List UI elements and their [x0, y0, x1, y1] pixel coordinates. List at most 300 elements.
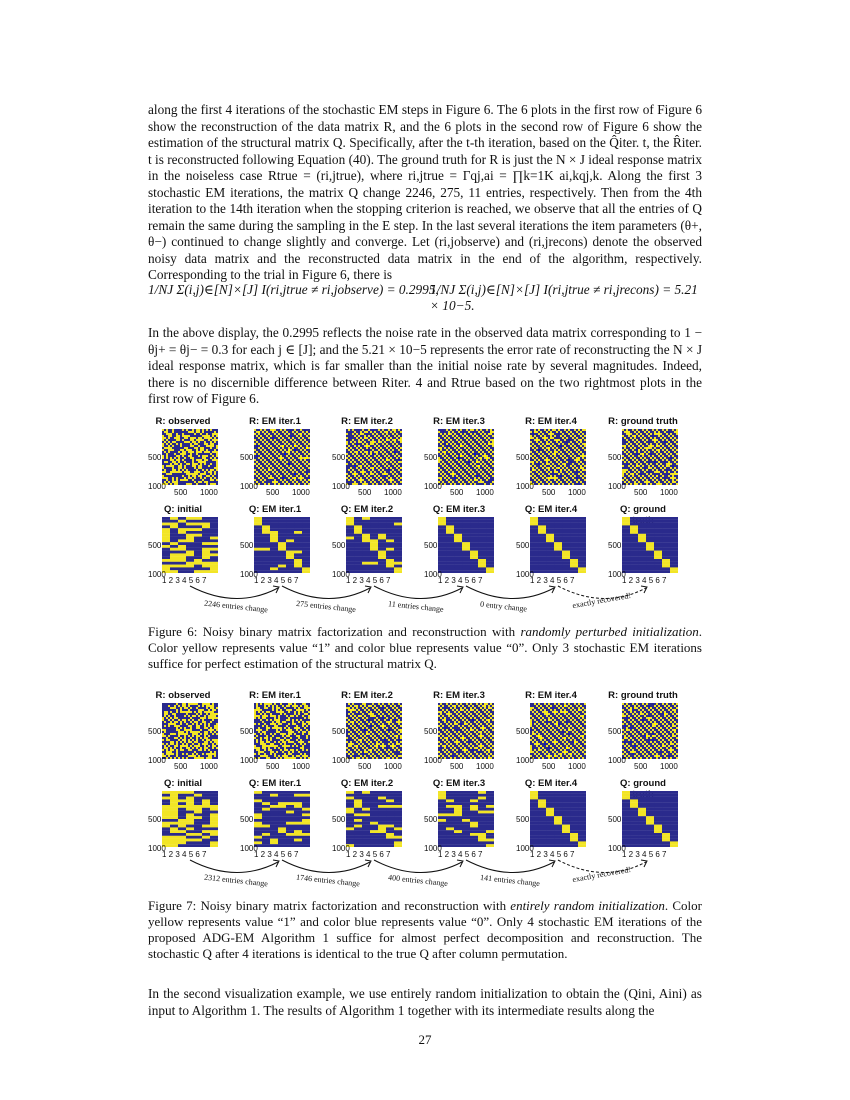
matrix-cell	[170, 531, 178, 534]
matrix-cell	[584, 429, 586, 431]
matrix-cell	[280, 429, 282, 431]
matrix-cell	[660, 435, 662, 437]
matrix-cell	[278, 461, 280, 463]
matrix-cell	[542, 453, 544, 455]
matrix-cell	[286, 467, 288, 469]
matrix-cell	[202, 570, 210, 573]
matrix-cell	[212, 477, 214, 479]
matrix-cell	[492, 449, 494, 451]
matrix-cell	[488, 443, 490, 445]
matrix-cell	[384, 477, 386, 479]
matrix-cell	[194, 525, 202, 528]
matrix-cell	[256, 437, 258, 439]
matrix-cell	[266, 469, 268, 471]
matrix-cell	[292, 433, 294, 435]
matrix-cell	[548, 435, 550, 437]
matrix-cell	[282, 479, 284, 481]
matrix-cell	[280, 459, 282, 461]
matrix-cell	[278, 429, 280, 431]
matrix-cell	[624, 463, 626, 465]
matrix-cell	[382, 459, 384, 461]
matrix-cell	[644, 431, 646, 433]
matrix-cell	[478, 465, 480, 467]
matrix-cell	[664, 475, 666, 477]
matrix-cell	[400, 439, 402, 441]
matrix-cell	[298, 447, 300, 449]
matrix-cell	[296, 457, 298, 459]
matrix-cell	[642, 483, 644, 485]
matrix-cell	[564, 481, 566, 483]
matrix-cell	[652, 469, 654, 471]
matrix-cell	[306, 457, 308, 459]
matrix-cell	[296, 463, 298, 465]
matrix-cell	[472, 475, 474, 477]
matrix-cell	[492, 461, 494, 463]
matrix-cell	[188, 443, 190, 445]
matrix-cell	[578, 453, 580, 455]
matrix-cell	[286, 433, 288, 435]
matrix-cell	[668, 441, 670, 443]
matrix-cell	[394, 429, 396, 431]
matrix-cell	[666, 441, 668, 443]
matrix-cell	[458, 459, 460, 461]
matrix-cell	[366, 477, 368, 479]
matrix-cell	[358, 433, 360, 435]
matrix-cell	[254, 520, 262, 523]
matrix-cell	[380, 459, 382, 461]
matrix-cell	[664, 433, 666, 435]
matrix-cell	[186, 471, 188, 473]
matrix-cell	[534, 481, 536, 483]
matrix-cell	[178, 567, 186, 570]
matrix-cell	[278, 477, 280, 479]
matrix-cell	[444, 479, 446, 481]
matrix-cell	[566, 435, 568, 437]
matrix-cell	[174, 441, 176, 443]
matrix-cell	[632, 429, 634, 431]
matrix-cell	[362, 477, 364, 479]
matrix-cell	[394, 431, 396, 433]
matrix-cell	[660, 441, 662, 443]
matrix-cell	[276, 459, 278, 461]
matrix-cell	[572, 481, 574, 483]
matrix-cell	[584, 479, 586, 481]
matrix-cell	[626, 441, 628, 443]
matrix-cell	[204, 479, 206, 481]
matrix-cell	[398, 449, 400, 451]
matrix-cell	[636, 447, 638, 449]
matrix-cell	[464, 439, 466, 441]
matrix-cell	[308, 433, 310, 435]
matrix-cell	[178, 429, 180, 431]
matrix-cell	[534, 447, 536, 449]
matrix-cell	[628, 481, 630, 483]
matrix-cell	[208, 429, 210, 431]
matrix-cell	[254, 537, 262, 540]
matrix-cell	[390, 447, 392, 449]
matrix-cell	[474, 467, 476, 469]
matrix-cell	[304, 467, 306, 469]
matrix-cell	[358, 447, 360, 449]
matrix-cell	[178, 463, 180, 465]
matrix-cell	[266, 439, 268, 441]
matrix-cell	[580, 431, 582, 433]
matrix-cell	[462, 471, 464, 473]
matrix-cell	[570, 481, 572, 483]
matrix-cell	[370, 435, 372, 437]
matrix-cell	[294, 461, 296, 463]
matrix-cell	[486, 451, 488, 453]
matrix-cell	[548, 451, 550, 453]
matrix-cell	[626, 449, 628, 451]
matrix-cell	[186, 429, 188, 431]
matrix-cell	[672, 475, 674, 477]
matrix-cell	[184, 455, 186, 457]
matrix-cell	[354, 461, 356, 463]
matrix-cell	[384, 465, 386, 467]
matrix-cell	[184, 477, 186, 479]
matrix-cell	[554, 455, 556, 457]
matrix-cell	[256, 461, 258, 463]
matrix-cell	[206, 473, 208, 475]
matrix-cell	[624, 443, 626, 445]
matrix-cell	[174, 445, 176, 447]
matrix-cell	[380, 431, 382, 433]
matrix-cell	[294, 483, 296, 485]
matrix-cell	[186, 534, 194, 537]
matrix-cell	[368, 455, 370, 457]
matrix-cell	[284, 453, 286, 455]
matrix-cell	[540, 473, 542, 475]
matrix-cell	[388, 443, 390, 445]
matrix-cell	[470, 433, 472, 435]
matrix-cell	[260, 451, 262, 453]
matrix-cell	[548, 447, 550, 449]
matrix-cell	[572, 475, 574, 477]
matrix-cell	[198, 445, 200, 447]
matrix-cell	[214, 433, 216, 435]
matrix-cell	[210, 459, 212, 461]
matrix-cell	[202, 556, 210, 559]
matrix-cell	[490, 457, 492, 459]
matrix-cell	[188, 475, 190, 477]
matrix-cell	[288, 447, 290, 449]
matrix-cell	[570, 477, 572, 479]
matrix-cell	[468, 429, 470, 431]
matrix-cell	[186, 570, 194, 573]
matrix-cell	[178, 559, 186, 562]
matrix-cell	[256, 465, 258, 467]
matrix-cell	[454, 439, 456, 441]
matrix-cell	[466, 461, 468, 463]
matrix-cell	[210, 553, 218, 556]
matrix-cell	[302, 539, 310, 542]
matrix-cell	[260, 475, 262, 477]
matrix-cell	[198, 483, 200, 485]
matrix-cell	[582, 483, 584, 485]
matrix-cell	[366, 457, 368, 459]
matrix-cell	[656, 457, 658, 459]
matrix-cell	[652, 465, 654, 467]
matrix-cell	[268, 449, 270, 451]
matrix-cell	[532, 437, 534, 439]
matrix-cell	[370, 481, 372, 483]
matrix-cell	[282, 445, 284, 447]
matrix-cell	[540, 431, 542, 433]
matrix-cell	[450, 471, 452, 473]
matrix-cell	[670, 471, 672, 473]
matrix-cell	[302, 475, 304, 477]
matrix-cell	[486, 469, 488, 471]
matrix-cell	[572, 449, 574, 451]
matrix-cell	[200, 439, 202, 441]
matrix-cell	[298, 469, 300, 471]
matrix-cell	[302, 473, 304, 475]
matrix-cell	[346, 465, 348, 467]
matrix-cell	[186, 461, 188, 463]
matrix-cell	[558, 441, 560, 443]
matrix-cell	[192, 439, 194, 441]
matrix-cell	[464, 455, 466, 457]
matrix-cell	[622, 469, 624, 471]
matrix-cell	[658, 481, 660, 483]
matrix-cell	[644, 481, 646, 483]
matrix-cell	[532, 447, 534, 449]
matrix-cell	[382, 437, 384, 439]
matrix-cell	[652, 437, 654, 439]
matrix-cell	[534, 471, 536, 473]
matrix-cell	[390, 459, 392, 461]
matrix-cell	[456, 453, 458, 455]
matrix-cell	[346, 455, 348, 457]
matrix-cell	[294, 465, 296, 467]
matrix-cell	[674, 469, 676, 471]
matrix-cell	[366, 459, 368, 461]
matrix-cell	[472, 483, 474, 485]
matrix-cell	[576, 451, 578, 453]
matrix-cell	[448, 477, 450, 479]
matrix-cell	[210, 559, 218, 562]
matrix-cell	[350, 457, 352, 459]
matrix-cell	[164, 437, 166, 439]
matrix-cell	[262, 479, 264, 481]
matrix-cell	[442, 477, 444, 479]
matrix-cell	[302, 441, 304, 443]
matrix-cell	[268, 437, 270, 439]
matrix-cell	[360, 477, 362, 479]
matrix-cell	[476, 451, 478, 453]
matrix-cell	[490, 455, 492, 457]
matrix-cell	[630, 439, 632, 441]
matrix-cell	[192, 473, 194, 475]
matrix-cell	[530, 475, 532, 477]
matrix-cell	[446, 443, 448, 445]
matrix-cell	[550, 469, 552, 471]
matrix-cell	[564, 461, 566, 463]
matrix-cell	[382, 481, 384, 483]
matrix-cell	[178, 565, 186, 568]
matrix-cell	[304, 457, 306, 459]
matrix-cell	[554, 433, 556, 435]
matrix-cell	[366, 447, 368, 449]
matrix-cell	[564, 457, 566, 459]
matrix-cell	[672, 441, 674, 443]
matrix-cell	[280, 433, 282, 435]
matrix-cell	[258, 437, 260, 439]
matrix-cell	[672, 477, 674, 479]
matrix-cell	[464, 469, 466, 471]
matrix-cell	[308, 439, 310, 441]
matrix-cell	[584, 449, 586, 451]
matrix-cell	[676, 469, 678, 471]
matrix-cell	[484, 451, 486, 453]
matrix-cell	[264, 449, 266, 451]
matrix-cell	[202, 523, 210, 526]
matrix-cell	[378, 481, 380, 483]
matrix-cell	[574, 477, 576, 479]
matrix-cell	[308, 441, 310, 443]
matrix-cell	[654, 441, 656, 443]
matrix-cell	[162, 465, 164, 467]
matrix-cell	[356, 443, 358, 445]
matrix-cell	[478, 445, 480, 447]
matrix-cell	[214, 437, 216, 439]
matrix-cell	[440, 449, 442, 451]
matrix-cell	[168, 443, 170, 445]
matrix-cell	[668, 475, 670, 477]
matrix-cell	[454, 473, 456, 475]
matrix-cell	[200, 447, 202, 449]
matrix-cell	[530, 471, 532, 473]
y-tick-label: 1000	[608, 482, 626, 491]
matrix-cell	[442, 467, 444, 469]
matrix-cell	[266, 459, 268, 461]
matrix-cell	[582, 469, 584, 471]
matrix-cell	[624, 467, 626, 469]
matrix-cell	[180, 435, 182, 437]
matrix-cell	[394, 451, 396, 453]
matrix-cell	[292, 435, 294, 437]
matrix-cell	[550, 431, 552, 433]
matrix-cell	[456, 461, 458, 463]
matrix-cell	[184, 461, 186, 463]
matrix-cell	[654, 479, 656, 481]
matrix-cell	[194, 559, 202, 562]
matrix-cell	[632, 439, 634, 441]
matrix-cell	[470, 463, 472, 465]
matrix-cell	[178, 570, 186, 573]
matrix-cell	[200, 471, 202, 473]
matrix-cell	[350, 435, 352, 437]
matrix-cell	[442, 433, 444, 435]
matrix-cell	[394, 447, 396, 449]
matrix-cell	[548, 477, 550, 479]
matrix-cell	[368, 479, 370, 481]
matrix-cell	[206, 461, 208, 463]
matrix-cell	[384, 437, 386, 439]
matrix-cell	[558, 447, 560, 449]
matrix-cell	[582, 465, 584, 467]
matrix-cell	[182, 483, 184, 485]
matrix-cell	[266, 449, 268, 451]
matrix-cell	[290, 481, 292, 483]
matrix-cell	[572, 471, 574, 473]
matrix-cell	[646, 447, 648, 449]
matrix-cell	[298, 435, 300, 437]
matrix-cell	[574, 459, 576, 461]
matrix-cell	[388, 465, 390, 467]
matrix-cell	[532, 457, 534, 459]
matrix-cell	[360, 447, 362, 449]
matrix-cell	[300, 469, 302, 471]
matrix-cell	[292, 447, 294, 449]
matrix-cell	[204, 463, 206, 465]
matrix-cell	[556, 477, 558, 479]
matrix-cell	[676, 459, 678, 461]
matrix-cell	[482, 481, 484, 483]
matrix-cell	[182, 463, 184, 465]
matrix-cell	[254, 531, 262, 534]
matrix-cell	[546, 475, 548, 477]
matrix-cell	[294, 443, 296, 445]
matrix-cell	[210, 556, 218, 559]
matrix-cell	[456, 429, 458, 431]
matrix-cell	[392, 459, 394, 461]
matrix-cell	[662, 441, 664, 443]
matrix-cell	[282, 471, 284, 473]
matrix-cell	[488, 461, 490, 463]
matrix-cell	[438, 469, 440, 471]
matrix-cell	[584, 443, 586, 445]
matrix-cell	[212, 441, 214, 443]
matrix-cell	[212, 463, 214, 465]
matrix-cell	[400, 451, 402, 453]
matrix-cell	[656, 461, 658, 463]
matrix-cell	[306, 459, 308, 461]
matrix-cell	[448, 437, 450, 439]
matrix-cell	[268, 471, 270, 473]
matrix-cell	[566, 429, 568, 431]
matrix-cell	[210, 551, 218, 554]
matrix-cell	[648, 429, 650, 431]
matrix-cell	[206, 449, 208, 451]
matrix-cell	[570, 445, 572, 447]
matrix-cell	[656, 455, 658, 457]
matrix-cell	[208, 435, 210, 437]
matrix-cell	[356, 437, 358, 439]
matrix-cell	[672, 455, 674, 457]
matrix-cell	[202, 545, 210, 548]
matrix-cell	[254, 443, 256, 445]
matrix-cell	[286, 449, 288, 451]
matrix-cell	[194, 539, 202, 542]
matrix-cell	[272, 469, 274, 471]
matrix-cell	[580, 473, 582, 475]
matrix-cell	[306, 429, 308, 431]
matrix-cell	[376, 475, 378, 477]
matrix-cell	[470, 461, 472, 463]
matrix-cell	[356, 433, 358, 435]
matrix-cell	[280, 431, 282, 433]
matrix-cell	[486, 465, 488, 467]
matrix-cell	[532, 471, 534, 473]
matrix-cell	[286, 465, 288, 467]
matrix-cell	[564, 465, 566, 467]
matrix-cell	[462, 437, 464, 439]
matrix-cell	[176, 479, 178, 481]
matrix-cell	[270, 433, 272, 435]
matrix-cell	[546, 439, 548, 441]
